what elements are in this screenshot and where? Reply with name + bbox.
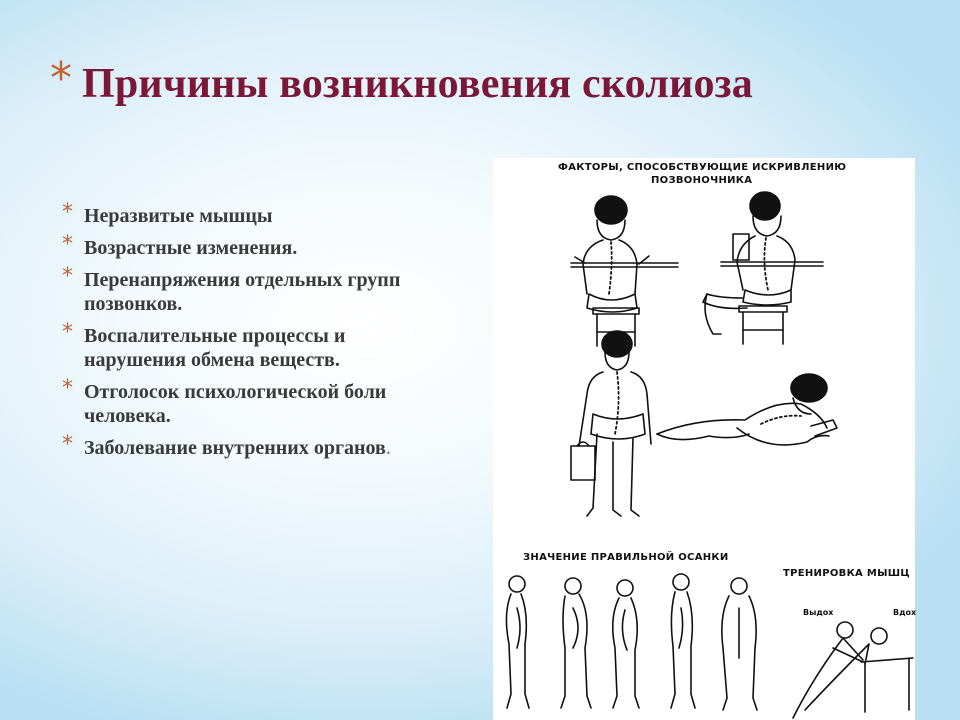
standing-boy-with-bag-figure <box>571 331 651 516</box>
asterisk-bullet-icon: * <box>62 376 73 401</box>
posture-figures-row <box>506 574 757 710</box>
asterisk-bullet-icon: * <box>62 200 73 225</box>
bullet-suffix: . <box>385 437 391 459</box>
caption-training: ТРЕНИРОВКА МЫШЦ <box>783 568 911 579</box>
bullet-item <box>58 376 438 428</box>
bullet-item <box>58 232 438 260</box>
bullet-item <box>58 432 438 460</box>
asterisk-bullet-icon: * <box>62 320 73 345</box>
label-exhale: Выдох <box>803 608 834 617</box>
bullet-text: Заболевание внутренних органов <box>84 437 386 459</box>
caption-factors: ФАКТОРЫ, СПОСОБСТВУЮЩИЕ ИСКРИВЛЕНИЮ <box>558 162 847 173</box>
asterisk-bullet-icon: * <box>62 264 73 289</box>
bullet-text: Отголосок психологической боли человека. <box>84 381 387 427</box>
training-figure <box>793 622 913 718</box>
bullet-list <box>58 200 438 468</box>
label-inhale: Вдох <box>893 608 917 617</box>
lying-boy-figure <box>657 374 837 445</box>
bullet-text: Возрастные изменения. <box>84 237 298 259</box>
bullet-item <box>58 264 438 316</box>
slide-title: Причины возникновения сколиоза <box>82 61 753 107</box>
asterisk-bullet-icon: * <box>62 232 73 257</box>
posture-illustration <box>493 158 915 720</box>
seated-boy-2-figure <box>703 192 823 344</box>
title-bullet-icon: * <box>50 53 72 104</box>
asterisk-bullet-icon: * <box>62 432 73 457</box>
bullet-text: Воспалительные процессы и нарушения обмена веществ. <box>84 325 346 371</box>
posture-drawings <box>493 158 915 720</box>
bullet-text: Неразвитые мышцы <box>84 205 273 227</box>
caption-factors-line2: ПОЗВОНОЧНИКА <box>651 175 753 186</box>
caption-posture: ЗНАЧЕНИЕ ПРАВИЛЬНОЙ ОСАНКИ <box>523 552 729 563</box>
bullet-text: Перенапряжения отдельных групп позвонков. <box>84 269 401 315</box>
bullet-item <box>58 200 438 228</box>
bullet-item <box>58 320 438 372</box>
seated-boy-1-figure <box>571 196 678 346</box>
